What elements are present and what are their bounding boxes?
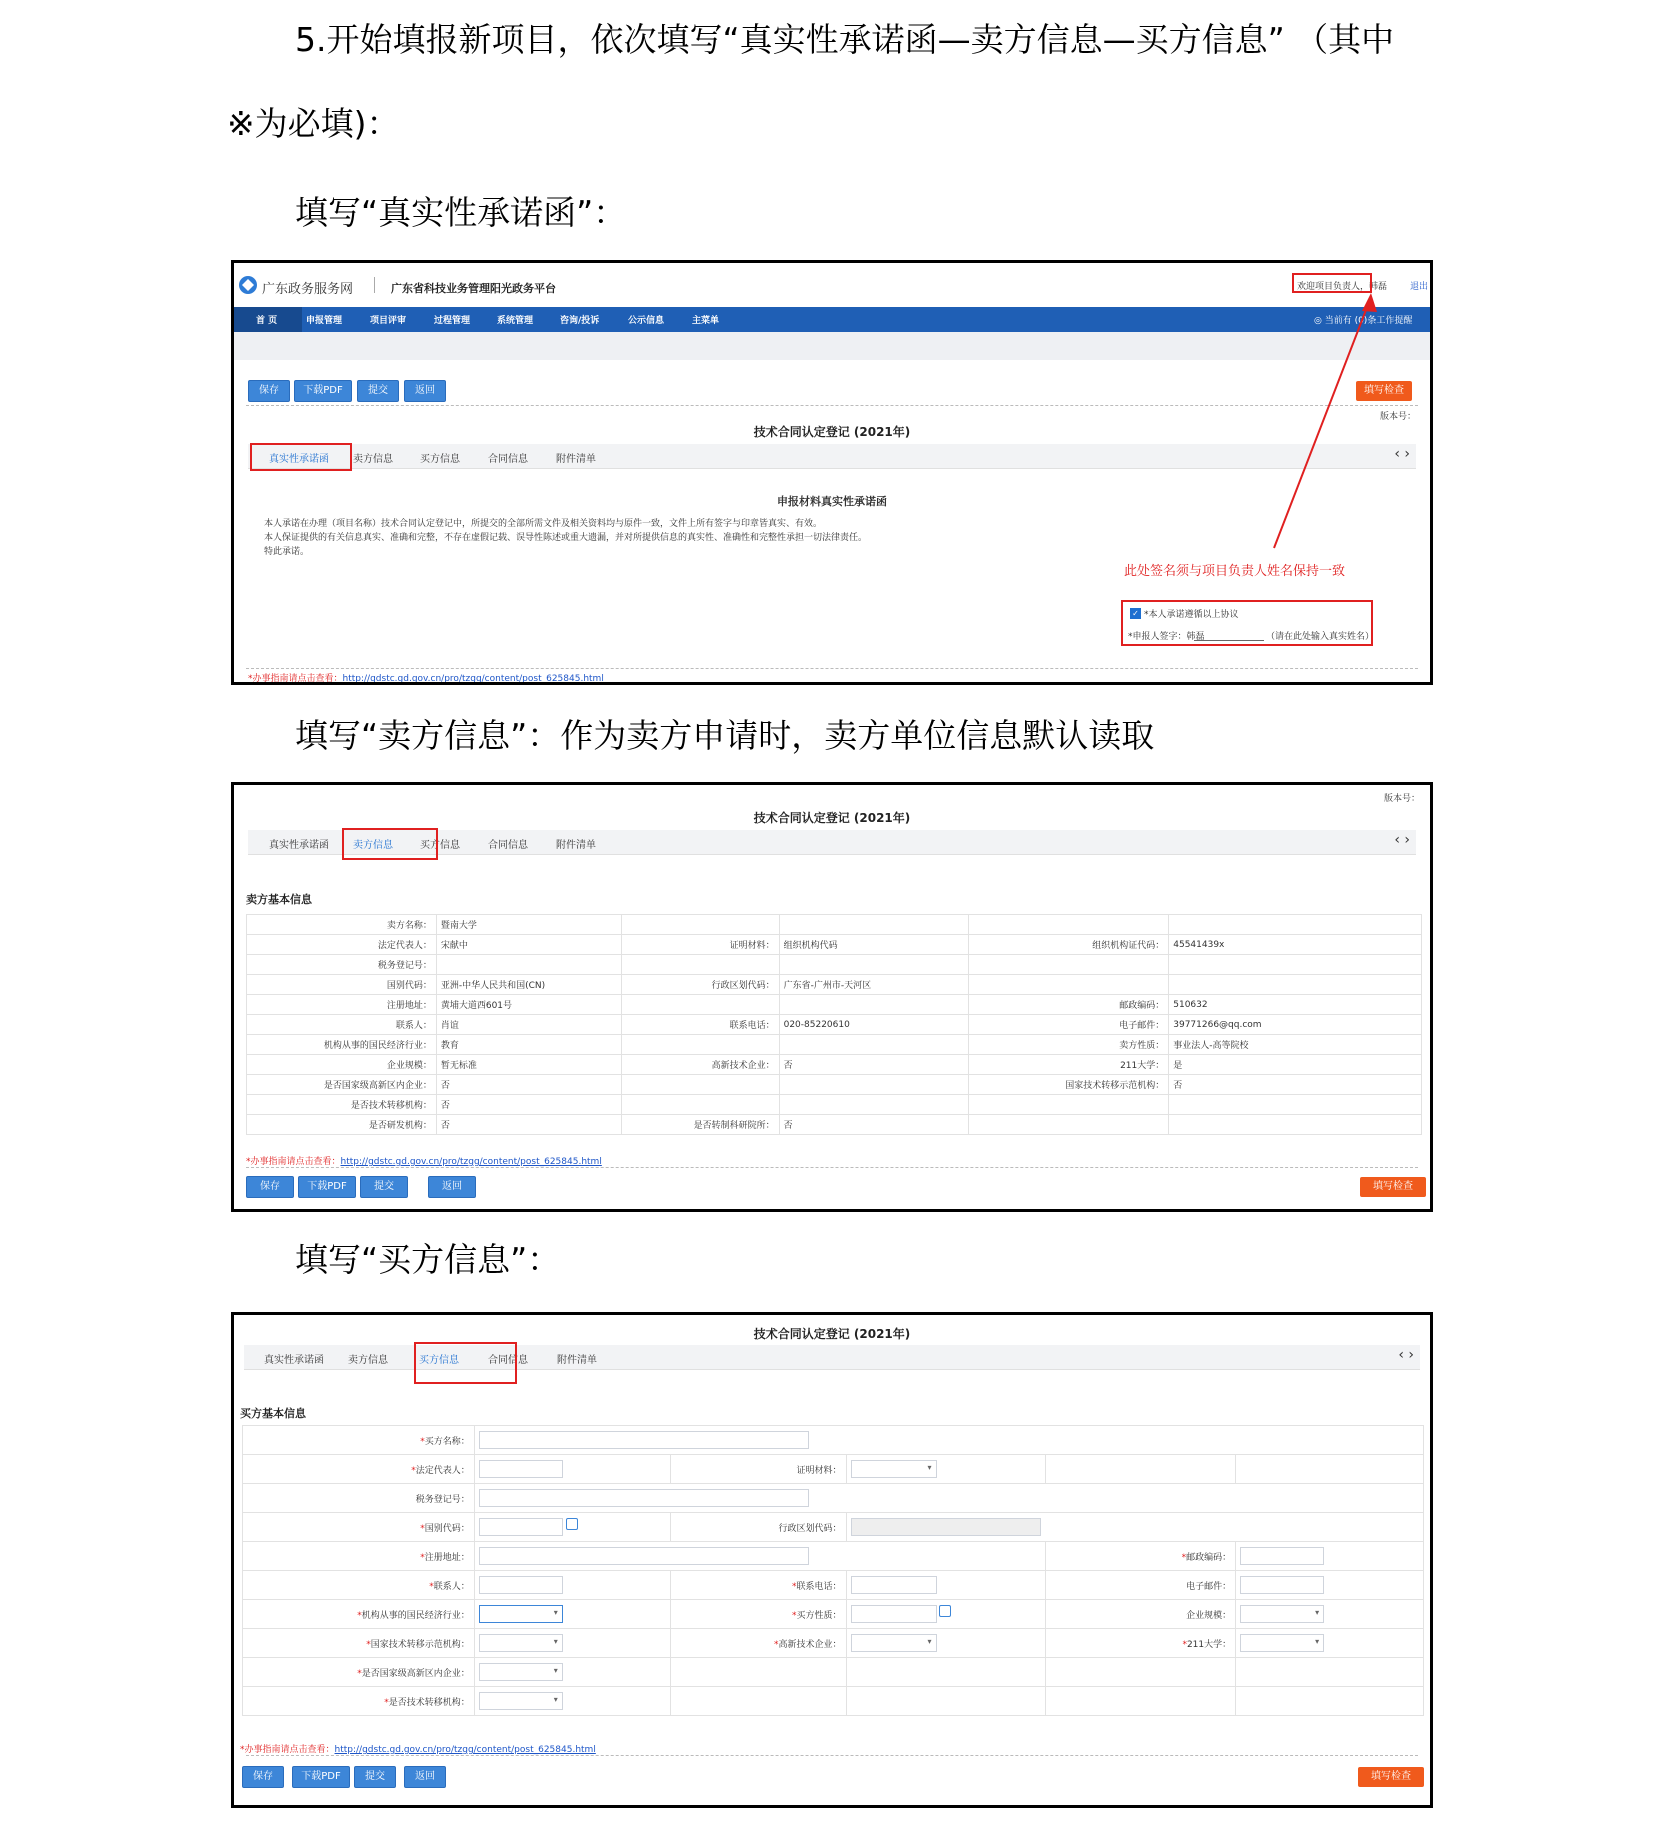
table-value-cell: 否: [436, 1095, 621, 1115]
table-label-cell: [621, 1035, 779, 1055]
table-label-cell: 注册地址：: [247, 995, 437, 1015]
doc-paragraph-step5-line1: 5.开始填报新项目，依次填写“真实性承诺函—卖方信息—买方信息” （其中: [295, 20, 1395, 59]
table-label-cell: [969, 915, 1169, 935]
label-postcode: 邮政编码：: [1186, 1552, 1232, 1563]
pledge-line-3: 特此承诺。: [264, 547, 310, 557]
form-title: 技术合同认定登记 (2021年): [753, 425, 911, 439]
doc-heading-pledge: 填写“真实性承诺函”：: [295, 193, 627, 232]
table-value-cell: [779, 1075, 969, 1095]
back-button[interactable]: 返回: [404, 380, 446, 402]
tab-seller[interactable]: 卖方信息: [348, 1355, 388, 1366]
table-label-cell: 211大学：: [969, 1055, 1169, 1075]
fill-check-button[interactable]: 填写检查: [1360, 1177, 1426, 1197]
label-industry: 机构从事的国民经济行业：: [361, 1610, 470, 1621]
table-label-cell: 国别代码：: [247, 975, 437, 995]
table-value-cell: 教育: [436, 1035, 621, 1055]
table-value-cell: 否: [436, 1115, 621, 1135]
guide-line: [248, 671, 604, 684]
doc-paragraph-step5-line2: ※为必填)：: [227, 104, 400, 143]
tab-seller[interactable]: 卖方信息: [353, 840, 393, 851]
version-label: 版本号：: [1379, 412, 1416, 422]
table-label-cell: [969, 1115, 1169, 1135]
label-email: 电子邮件：: [1186, 1581, 1232, 1592]
table-label-cell: 法定代表人：: [247, 935, 437, 955]
table-label-cell: 卖方性质：: [969, 1035, 1169, 1055]
sign-hint: （请在此处输入真实姓名）: [1266, 632, 1375, 642]
country-lookup-icon[interactable]: [566, 1518, 578, 1530]
tab-attachments[interactable]: 附件清单: [557, 1355, 597, 1366]
table-label-cell: 机构从事的国民经济行业：: [247, 1035, 437, 1055]
buyer-name-input[interactable]: [479, 1431, 809, 1449]
agree-label: *本人承诺遵循以上协议: [1144, 610, 1239, 620]
transfer-org-select[interactable]: [479, 1692, 563, 1710]
label-contact: 联系人：: [433, 1581, 470, 1592]
buyer-section-heading: 买方基本信息: [240, 1407, 306, 1420]
label-211: 211大学：: [1186, 1639, 1232, 1650]
save-button[interactable]: 保存: [246, 1176, 294, 1198]
tab-scroll-arrows[interactable]: ‹ ›: [1394, 446, 1410, 462]
screenshot-seller: [231, 782, 1433, 1212]
menu-item-apply[interactable]: 申报管理: [306, 316, 343, 326]
form-title: 技术合同认定登记 (2021年): [753, 811, 911, 825]
table-value-cell: 020-85220610: [779, 1015, 969, 1035]
table-value-cell: [1169, 1115, 1422, 1135]
table-value-cell: 是: [1169, 1055, 1422, 1075]
table-label-cell: 是否研发机构：: [247, 1115, 437, 1135]
table-label-cell: 电子邮件：: [969, 1015, 1169, 1035]
menu-item-system[interactable]: 系统管理: [497, 316, 534, 326]
tab-pledge[interactable]: 真实性承诺函: [269, 840, 329, 851]
footer-divider: [246, 1755, 1418, 1756]
table-label-cell: [621, 915, 779, 935]
tab-scroll-arrows[interactable]: ‹ ›: [1394, 832, 1410, 848]
table-value-cell: 否: [436, 1075, 621, 1095]
submit-button[interactable]: 提交: [360, 1176, 408, 1198]
version-label: 版本号：: [1383, 794, 1420, 804]
scale-select[interactable]: [1240, 1605, 1324, 1623]
table-label-cell: 是否国家级高新区内企业：: [247, 1075, 437, 1095]
tab-scroll-arrows[interactable]: ‹ ›: [1398, 1347, 1414, 1363]
label-legal-rep: 法定代表人：: [415, 1465, 470, 1476]
footer-divider: [246, 668, 1418, 669]
guide-label: *办事指南请点击查看：: [240, 1745, 335, 1755]
table-label-cell: 税务登记号：: [247, 955, 437, 975]
tab-pledge[interactable]: 真实性承诺函: [269, 454, 329, 465]
pledge-title: 申报材料真实性承诺函: [777, 495, 887, 508]
screenshot-buyer: [231, 1312, 1433, 1808]
table-row: [247, 1055, 1422, 1075]
back-button[interactable]: 返回: [428, 1176, 476, 1198]
table-label-cell: 卖方名称：: [247, 915, 437, 935]
logout-link[interactable]: 退出: [1410, 282, 1429, 292]
doc-heading-seller: 填写“卖方信息”：作为卖方申请时，卖方单位信息默认读取: [295, 716, 1155, 755]
tax-no-input[interactable]: [479, 1489, 809, 1507]
table-label-cell: [621, 1075, 779, 1095]
work-reminder[interactable]: ◎ 当前有 (0)条工作提醒: [1314, 316, 1413, 326]
table-label-cell: 国家技术转移示范机构：: [969, 1075, 1169, 1095]
table-label-cell: 证明材料：: [621, 935, 779, 955]
industry-select[interactable]: [479, 1605, 563, 1623]
download-pdf-button[interactable]: 下载PDF: [298, 1176, 356, 1198]
table-label-cell: [969, 1095, 1169, 1115]
tab-highlight-box: [342, 828, 438, 860]
table-value-cell: 510632: [1169, 995, 1422, 1015]
screenshot-pledge: [231, 260, 1433, 685]
table-value-cell: [779, 995, 969, 1015]
back-button[interactable]: 返回: [404, 1766, 446, 1788]
guide-link[interactable]: http://gdstc.gd.gov.cn/pro/tzgg/content/post_625845.html: [342, 674, 604, 684]
table-row: [247, 935, 1422, 955]
table-label-cell: 邮政编码：: [969, 995, 1169, 1015]
email-input[interactable]: [1240, 1576, 1324, 1594]
univ211-select[interactable]: [1240, 1634, 1324, 1652]
menu-item-consult[interactable]: 咨询/投诉: [560, 316, 600, 326]
proof-select[interactable]: [851, 1460, 937, 1478]
fill-check-button[interactable]: 填写检查: [1356, 381, 1412, 401]
label-reg-address: 注册地址：: [424, 1552, 470, 1563]
tab-pledge[interactable]: 真实性承诺函: [264, 1355, 324, 1366]
table-row: [247, 1015, 1422, 1035]
table-row: [247, 1095, 1422, 1115]
table-label-cell: [969, 955, 1169, 975]
region-code-input[interactable]: [851, 1518, 1041, 1536]
table-value-cell: [1169, 1095, 1422, 1115]
table-value-cell: 事业法人-高等院校: [1169, 1035, 1422, 1055]
label-transfer-org: 是否技术转移机构：: [388, 1697, 470, 1708]
guide-line: [246, 1154, 602, 1167]
table-value-cell: 否: [779, 1115, 969, 1135]
table-row: [247, 1075, 1422, 1095]
footer-divider: [246, 1167, 1418, 1168]
table-value-cell: 暂无标准: [436, 1055, 621, 1075]
table-label-cell: [621, 955, 779, 975]
table-value-cell: 组织机构代码: [779, 935, 969, 955]
country-code-input[interactable]: [479, 1518, 563, 1536]
sign-label: *申报人签字：韩磊: [1128, 632, 1205, 642]
label-national-transfer: 国家技术转移示范机构：: [370, 1639, 470, 1650]
tab-contract[interactable]: 合同信息: [488, 840, 528, 851]
table-value-cell: [779, 955, 969, 975]
legal-rep-input[interactable]: [479, 1460, 563, 1478]
annotation-text: 此处签名须与项目负责人姓名保持一致: [1124, 564, 1346, 579]
buyer-nature-lookup-icon[interactable]: [939, 1605, 951, 1617]
phone-input[interactable]: [851, 1576, 937, 1594]
table-value-cell: 否: [1169, 1075, 1422, 1095]
buyer-form-table: *买方名称： *法定代表人： 证明材料： ▾ 税务登记号： *国别代码： 行政区划代码： *注册地址： *邮政编码： *联系人： *联系电话： 电子邮件： *机构从事的国民经济行业： ▾ *买方性质： 企业规模： ▾ *国家技术转移示范机构： ▾ *高新技术企业： ▾ *211大学： ▾ *是否国家级高新区内企业： ▾ *是否技术转移机构： ▾: [242, 1425, 1424, 1716]
table-label-cell: [621, 995, 779, 1015]
tab-highlight-box: [414, 1342, 517, 1384]
table-row: [247, 915, 1422, 935]
table-value-cell: 广东省-广州市-天河区: [779, 975, 969, 995]
tab-buyer[interactable]: 买方信息: [420, 454, 460, 465]
table-value-cell: [436, 955, 621, 975]
tab-seller[interactable]: 卖方信息: [353, 454, 393, 465]
table-value-cell: [779, 1035, 969, 1055]
guide-link[interactable]: http://gdstc.gd.gov.cn/pro/tzgg/content/post_625845.html: [340, 1157, 602, 1167]
postcode-input[interactable]: [1240, 1547, 1324, 1565]
table-value-cell: 暨南大学: [436, 915, 621, 935]
pledge-line-1: 本人承诺在办理（项目名称）技术合同认定登记中，所提交的全部所需文件及相关资料均与原件一致，文件上所有签字与印章皆真实、有效。: [264, 519, 823, 529]
form-title: 技术合同认定登记 (2021年): [753, 1327, 911, 1341]
welcome-text: 欢迎项目负责人，韩磊: [1297, 282, 1388, 292]
table-value-cell: [779, 1095, 969, 1115]
table-value-cell: [1169, 975, 1422, 995]
label-country-code: 国别代码：: [424, 1523, 470, 1534]
table-value-cell: 45541439x: [1169, 935, 1422, 955]
table-label-cell: [969, 975, 1169, 995]
table-label-cell: 是否技术转移机构：: [247, 1095, 437, 1115]
submit-button[interactable]: 提交: [354, 1766, 396, 1788]
table-value-cell: 黄埔大道西601号: [436, 995, 621, 1015]
seller-section-heading: 卖方基本信息: [246, 893, 312, 906]
hightech-select[interactable]: [851, 1634, 937, 1652]
agree-checkbox[interactable]: ✓: [1130, 608, 1141, 619]
tab-attachments[interactable]: 附件清单: [556, 454, 596, 465]
label-region-code: 行政区划代码：: [778, 1523, 842, 1534]
table-value-cell: 39771266@qq.com: [1169, 1015, 1422, 1035]
table-row: [247, 975, 1422, 995]
label-hightech: 高新技术企业：: [778, 1639, 842, 1650]
save-button[interactable]: 保存: [248, 380, 290, 402]
menu-item-review[interactable]: 项目评审: [370, 316, 407, 326]
label-tax-no: 税务登记号：: [415, 1494, 470, 1505]
label-national-zone: 是否国家级高新区内企业：: [361, 1668, 470, 1679]
guide-link[interactable]: http://gdstc.gd.gov.cn/pro/tzgg/content/post_625845.html: [334, 1745, 596, 1755]
table-label-cell: 联系电话：: [621, 1015, 779, 1035]
table-row: [247, 1035, 1422, 1055]
doc-heading-buyer: 填写“买方信息”：: [295, 1240, 561, 1279]
label-proof: 证明材料：: [796, 1465, 842, 1476]
table-label-cell: 联系人：: [247, 1015, 437, 1035]
save-button[interactable]: 保存: [242, 1766, 284, 1788]
table-row: [247, 1115, 1422, 1135]
guide-label: *办事指南请点击查看：: [246, 1157, 341, 1167]
tab-contract[interactable]: 合同信息: [488, 454, 528, 465]
table-value-cell: 肖谊: [436, 1015, 621, 1035]
submit-button[interactable]: 提交: [357, 380, 399, 402]
table-value-cell: 宋献中: [436, 935, 621, 955]
pledge-line-2: 本人保证提供的有关信息真实、准确和完整，不存在虚假记载、误导性陈述或重大遗漏，并对所提供信息的真实性、准确性和完整性承担一切法律责任。: [264, 533, 868, 543]
menu-item-main[interactable]: 主菜单: [692, 316, 720, 326]
table-value-cell: [779, 915, 969, 935]
download-pdf-button[interactable]: 下载PDF: [292, 1766, 350, 1788]
reg-address-input[interactable]: [479, 1547, 809, 1565]
menu-item-process[interactable]: 过程管理: [434, 316, 471, 326]
tab-buyer[interactable]: 买方信息: [419, 1355, 459, 1366]
fill-check-button[interactable]: 填写检查: [1358, 1767, 1424, 1787]
label-buyer-name: 买方名称：: [424, 1436, 470, 1447]
table-label-cell: 组织机构证代码：: [969, 935, 1169, 955]
table-label-cell: [621, 1095, 779, 1115]
national-zone-select[interactable]: [479, 1663, 563, 1681]
table-label-cell: 行政区划代码：: [621, 975, 779, 995]
tab-attachments[interactable]: 附件清单: [556, 840, 596, 851]
sign-input-line[interactable]: [1194, 640, 1264, 641]
label-scale: 企业规模：: [1186, 1610, 1232, 1621]
table-row: [247, 955, 1422, 975]
site-name[interactable]: 广东政务服务网: [262, 282, 354, 297]
table-row: [247, 995, 1422, 1015]
download-pdf-button[interactable]: 下载PDF: [294, 380, 352, 402]
table-label-cell: 是否转制科研院所：: [621, 1115, 779, 1135]
guide-line: [240, 1742, 596, 1755]
tab-buyer[interactable]: 买方信息: [420, 840, 460, 851]
guide-label: *办事指南请点击查看：: [248, 674, 343, 684]
table-value-cell: 亚洲-中华人民共和国(CN): [436, 975, 621, 995]
platform-name: 广东省科技业务管理阳光政务平台: [391, 282, 556, 295]
tab-contract[interactable]: 合同信息: [488, 1355, 528, 1366]
table-value-cell: [1169, 955, 1422, 975]
label-phone: 联系电话：: [796, 1581, 842, 1592]
table-label-cell: 高新技术企业：: [621, 1055, 779, 1075]
buyer-nature-input[interactable]: [851, 1605, 937, 1623]
menu-item-home[interactable]: 首 页: [256, 316, 278, 326]
national-transfer-select[interactable]: [479, 1634, 563, 1652]
table-value-cell: 否: [779, 1055, 969, 1075]
seller-info-table: [246, 914, 1422, 1135]
table-label-cell: 企业规模：: [247, 1055, 437, 1075]
contact-input[interactable]: [479, 1576, 563, 1594]
table-value-cell: [1169, 915, 1422, 935]
label-buyer-nature: 买方性质：: [796, 1610, 842, 1621]
menu-item-public[interactable]: 公示信息: [628, 316, 665, 326]
